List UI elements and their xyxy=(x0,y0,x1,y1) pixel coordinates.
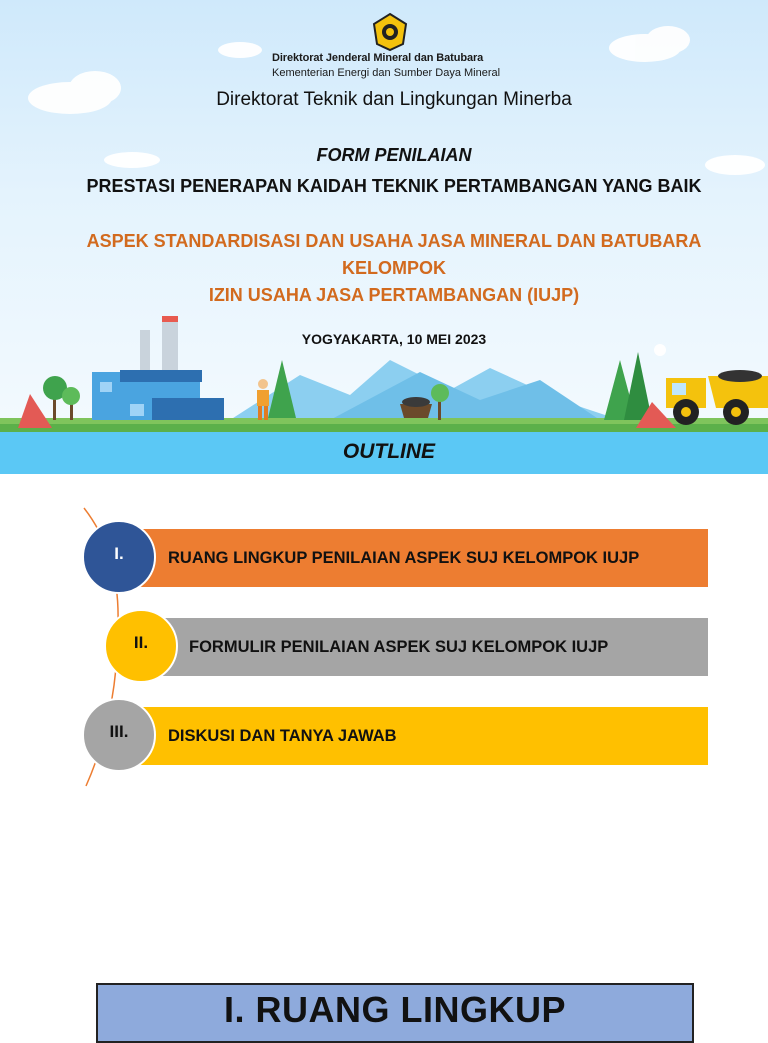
aspect-line-1: ASPEK STANDARDISASI DAN USAHA JASA MINERAL DAN BATUBARA KELOMPOK xyxy=(86,231,702,278)
outline-item-2[interactable] xyxy=(140,618,708,676)
outline-item-3[interactable] xyxy=(118,707,708,765)
outline-title: OUTLINE xyxy=(342,440,436,463)
outline-number-1: I. xyxy=(82,520,156,594)
esdm-emblem-icon xyxy=(370,12,410,52)
location-date: YOGYAKARTA, 10 MEI 2023 xyxy=(301,331,487,347)
section-heading-box xyxy=(96,983,694,1043)
mining-landscape-illustration xyxy=(0,0,768,432)
org-name: Direktorat Jenderal Mineral dan Batubara xyxy=(272,52,484,64)
ministry-name: Kementerian Energi dan Sumber Daya Mineral xyxy=(272,67,501,79)
aspect-title xyxy=(44,228,744,309)
directorate-title: Direktorat Teknik dan Lingkungan Minerba xyxy=(216,89,572,110)
outline-item-1[interactable] xyxy=(118,529,708,587)
main-title: PRESTASI PENERAPAN KAIDAH TEKNIK PERTAMBANGAN YANG BAIK xyxy=(86,176,702,196)
outline-number-2: II. xyxy=(104,609,178,683)
form-label: FORM PENILAIAN xyxy=(316,145,472,165)
outline-item-label: FORMULIR PENILAIAN ASPEK SUJ KELOMPOK IUJP xyxy=(189,637,609,656)
outline-item-label: RUANG LINGKUP PENILAIAN ASPEK SUJ KELOMPOK IUJP xyxy=(168,548,640,567)
cover-slide xyxy=(0,0,768,432)
outline-item-label: DISKUSI DAN TANYA JAWAB xyxy=(168,726,397,745)
section-title: I. RUANG LINGKUP xyxy=(223,989,566,1030)
aspect-line-2: IZIN USAHA JASA PERTAMBANGAN (IUJP) xyxy=(208,285,580,305)
outline-number-3: III. xyxy=(82,698,156,772)
